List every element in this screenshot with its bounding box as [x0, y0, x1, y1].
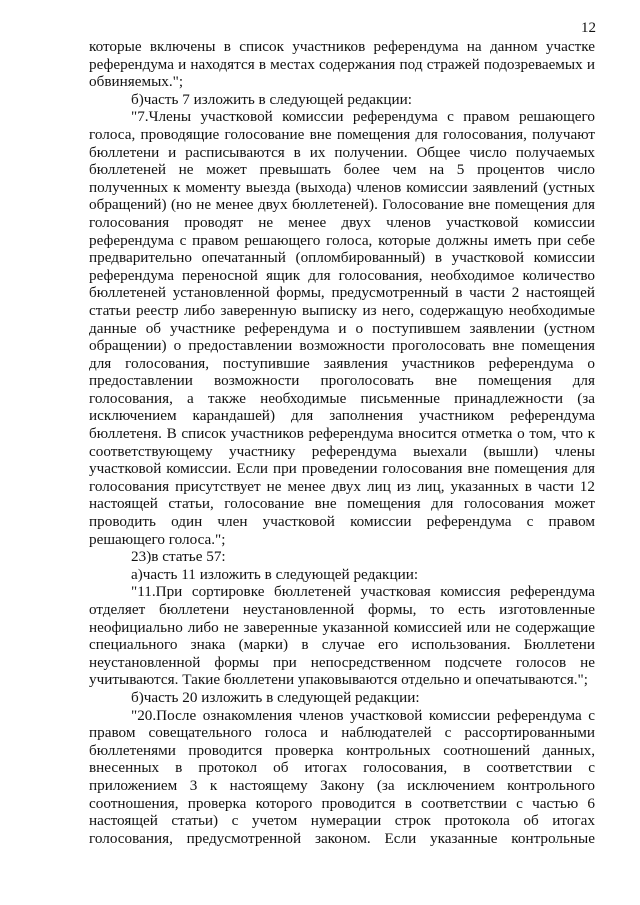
text-line: бюллетеней не может превышать более чем на 5 процентов число [89, 161, 595, 179]
text-line: референдума переносной ящик для голосования, необходимое количество [89, 266, 595, 284]
text-line: учитываются. Такие бюллетени упаковываются отдельно и опечатываются."; [89, 671, 588, 689]
text-line: предварительно опечатанный (опломбированный) в участковой комиссии [89, 249, 595, 267]
text-line: голосования присутствует не менее двух лиц из лиц, указанных в части 12 [89, 477, 595, 495]
text-line: специального знака (марки) в случае его использования. Бюллетени [89, 636, 595, 654]
text-line: б)часть 20 изложить в следующей редакции: [131, 688, 420, 706]
text-line: бюллетеней установленной формы, предусмотренный в части 2 настоящей [89, 284, 595, 302]
text-line: правом совещательного голоса и наблюдателей с рассортированными [89, 724, 595, 742]
text-line: "20.После ознакомления членов участковой комиссии референдума с [131, 706, 595, 724]
text-line: предоставлении возможности проголосовать вне помещения для [89, 372, 595, 390]
text-line: референдума и находятся в местах содержания под стражей подозреваемых и [89, 55, 595, 73]
text-line: обвиняемых."; [89, 73, 184, 91]
text-line: бюллетеня. В список участников референдума вносится отметка о том, что к [89, 425, 595, 443]
text-line: статьи реестр либо заверенную выписку из него, содержащую необходимые [89, 301, 595, 319]
text-line: решающего голоса."; [89, 530, 226, 548]
text-line: "7.Члены участковой комиссии референдума с правом решающего [131, 108, 595, 126]
text-line: "11.При сортировке бюллетеней участковая комиссия референдума [131, 583, 595, 601]
text-line: неофициально либо не заверенные указанной комиссией или не содержащие [89, 618, 595, 636]
text-line: данные об участнике референдума и о поступившем заявлении (устном [89, 319, 595, 337]
text-line: обращении) о предоставлении возможности проголосовать вне помещения [89, 337, 595, 355]
text-line: проводить один член участковой комиссии референдума с правом [89, 513, 595, 531]
text-line: 23)в статье 57: [131, 548, 226, 566]
text-line: голосования, предусмотренной законом. Если указанные контрольные [89, 829, 595, 847]
text-line: приложением 3 к настоящему Закону (за исключением контрольного [89, 776, 595, 794]
text-line: настоящей статьи, голосование вне помещения для голосования может [89, 495, 595, 513]
text-line: референдума с правом решающего голоса, которые должны иметь при себе [89, 231, 595, 249]
text-line: исключением карандашей) для заполнения участником референдума [89, 407, 595, 425]
text-line: отделяет бюллетени неустановленной формы, то есть изготовленные [89, 601, 595, 618]
text-line: бюллетени и расписываются в их получении. Общее число получаемых [89, 143, 595, 161]
text-line: соответствующему участнику референдума выехали (вышли) члены [89, 442, 595, 460]
text-line: бюллетенями проводится проверка контрольных соотношений данных, [89, 741, 595, 759]
text-line: а)часть 11 изложить в следующей редакции: [131, 565, 419, 583]
text-line: б)часть 7 изложить в следующей редакции: [131, 90, 412, 108]
text-line: голосования, а также необходимые письменные принадлежности (за [89, 389, 595, 407]
page-number: 12 [581, 20, 596, 36]
text-line: голоса, проводящие голосование вне помещения для голосования, получают [89, 125, 595, 143]
text-line: неустановленной формы при непосредственном подсчете голосов не [89, 653, 595, 671]
text-line: внесенных в протокол об итогах голосования, в соответствии с [89, 759, 595, 777]
text-line: которые включены в список участников референдума на данном участке [89, 38, 595, 55]
text-line: обращений) (но не менее двух бюллетеней). Голосование вне помещения для [89, 196, 595, 214]
text-line: для голосования, поступившие заявления участников референдума о [89, 354, 595, 372]
text-line: участковой комиссии. Если при проведении голосования вне помещения для [89, 460, 595, 478]
document-body [89, 38, 595, 847]
text-line: голосования проводят не менее двух членов участковой комиссии [89, 213, 595, 231]
text-line: соотношения, проверка которого проводится в соответствии с частью 6 [89, 794, 595, 812]
text-line: полученных к моменту выезда (выхода) членов комиссии заявлений (устных [89, 178, 595, 196]
text-line: настоящей статьи) с учетом нумерации строк протокола об итогах [89, 812, 595, 830]
